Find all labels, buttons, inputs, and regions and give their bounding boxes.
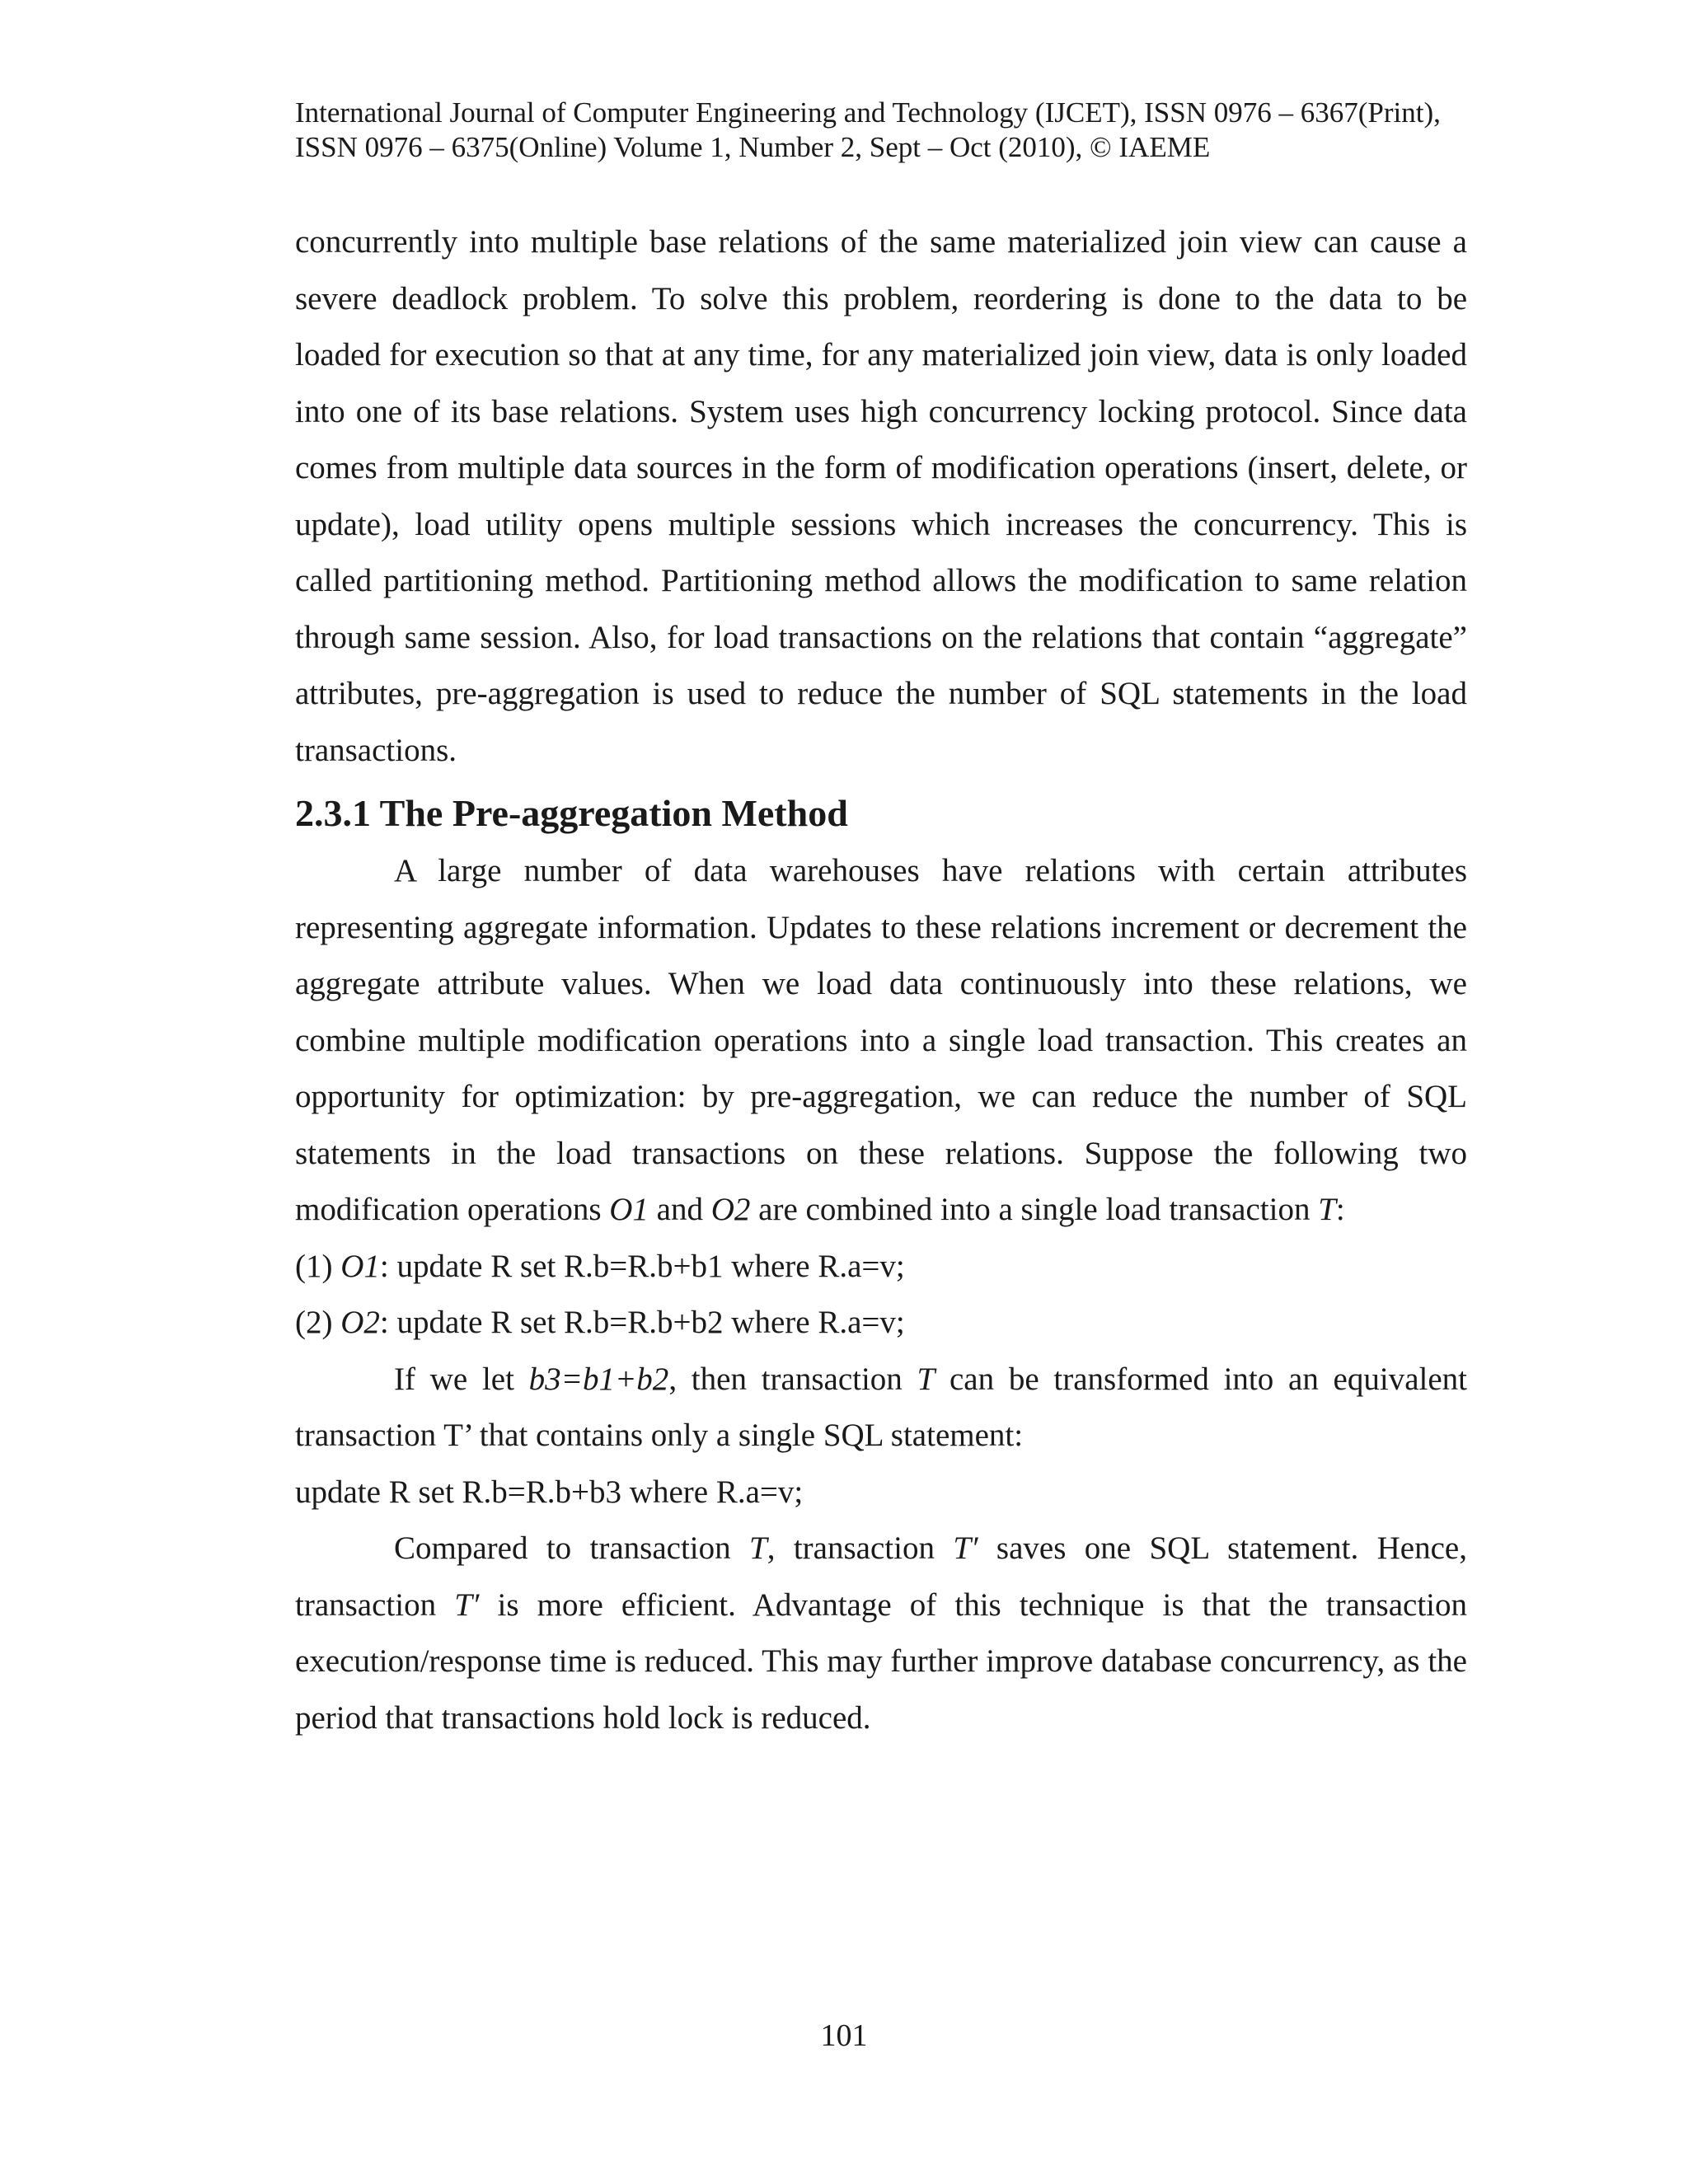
paragraph-text: : xyxy=(1335,1192,1345,1227)
operation-2-line xyxy=(295,1295,1467,1352)
paragraph-text: , then transaction xyxy=(668,1361,917,1397)
operation-number: (1) xyxy=(295,1248,341,1284)
operation-o2-ref: O2 xyxy=(710,1192,751,1227)
paragraph-text: A large number of data warehouses have relations with certain attributes representing aggregate information. Updates to these relations increment or decrement the aggregate attribute values. When we load data continuously into these relations, we combine multiple modification operations into a single load transaction. This creates an opportunity for optimization: by pre-aggregation, we can reduce the number of SQL statements in the load transactions on these relations. Suppose the following two modification operations xyxy=(295,853,1467,1227)
operation-number: (2) xyxy=(295,1305,341,1340)
paragraph-text: are combined into a single load transaction xyxy=(750,1192,1319,1227)
paragraph-text: Compared to transaction xyxy=(394,1530,750,1566)
combined-statement-line: update R set R.b=R.b+b3 where R.a=v; xyxy=(295,1474,804,1510)
paragraph-text: If we let xyxy=(394,1361,529,1397)
paragraph-text: can be transformed into an equivalent transaction T’ that contains only a single SQL statement: xyxy=(295,1361,1467,1453)
intro-paragraph: concurrently into multiple base relations of the same materialized join view can cause a severe deadlock problem. To solve this problem, reordering is done to the data to be loaded for execution so that at any time, for any materialized join view, data is only loaded into one of its base relations. System uses high concurrency locking protocol. Since data comes from multiple data sources in the form of modification operations (insert, delete, or update), load utility opens multiple sessions which increases the concurrency. This is called partitioning method. Partitioning method allows the modification to same relation through same session. Also, for load transactions on the relations that contain “aggregate” attributes, pre-aggregation is used to reduce the number of SQL statements in the load transactions. xyxy=(295,224,1467,768)
body-text xyxy=(295,214,1467,1746)
header-line-2: ISSN 0976 – 6375(Online) Volume 1, Number 2, Sept – Oct (2010), © IAEME xyxy=(295,131,1211,163)
transaction-t-prime-ref: T′ xyxy=(953,1530,978,1566)
transaction-t-ref: T xyxy=(749,1530,767,1566)
operation-1-line xyxy=(295,1239,1467,1296)
paragraph-text: and xyxy=(648,1192,711,1227)
running-header xyxy=(295,96,1482,165)
operation-o1-ref: O1 xyxy=(609,1192,649,1227)
expression: b3=b1+b2 xyxy=(528,1361,669,1397)
page-number: 101 xyxy=(820,2018,868,2053)
preaggregation-paragraph xyxy=(295,843,1467,1239)
transaction-t-prime-ref: T′ xyxy=(454,1586,480,1623)
operation-name: O2 xyxy=(340,1305,380,1340)
operation-statement: : update R set R.b=R.b+b2 where R.a=v; xyxy=(379,1305,905,1340)
header-line-1: International Journal of Computer Engineering and Technology (IJCET), ISSN 0976 – 6367(Print), xyxy=(295,96,1441,129)
transaction-t-ref: T xyxy=(917,1361,935,1397)
transform-paragraph xyxy=(295,1352,1467,1465)
operation-statement: : update R set R.b=R.b+b1 where R.a=v; xyxy=(379,1248,905,1284)
paragraph-text: , transaction xyxy=(767,1530,954,1566)
operation-name: O1 xyxy=(340,1248,380,1284)
transaction-t-ref: T xyxy=(1318,1192,1336,1227)
comparison-paragraph xyxy=(295,1521,1467,1746)
paragraph-text: is more efficient. Advantage of this technique is that the transaction execution/response time is reduced. This may further improve database concurrency, as the period that transactions hold lock is reduced. xyxy=(295,1586,1467,1736)
paragraph-text: saves one SQL statement. Hence, transaction xyxy=(295,1530,1467,1623)
section-heading: 2.3.1 The Pre-aggregation Method xyxy=(295,792,848,834)
